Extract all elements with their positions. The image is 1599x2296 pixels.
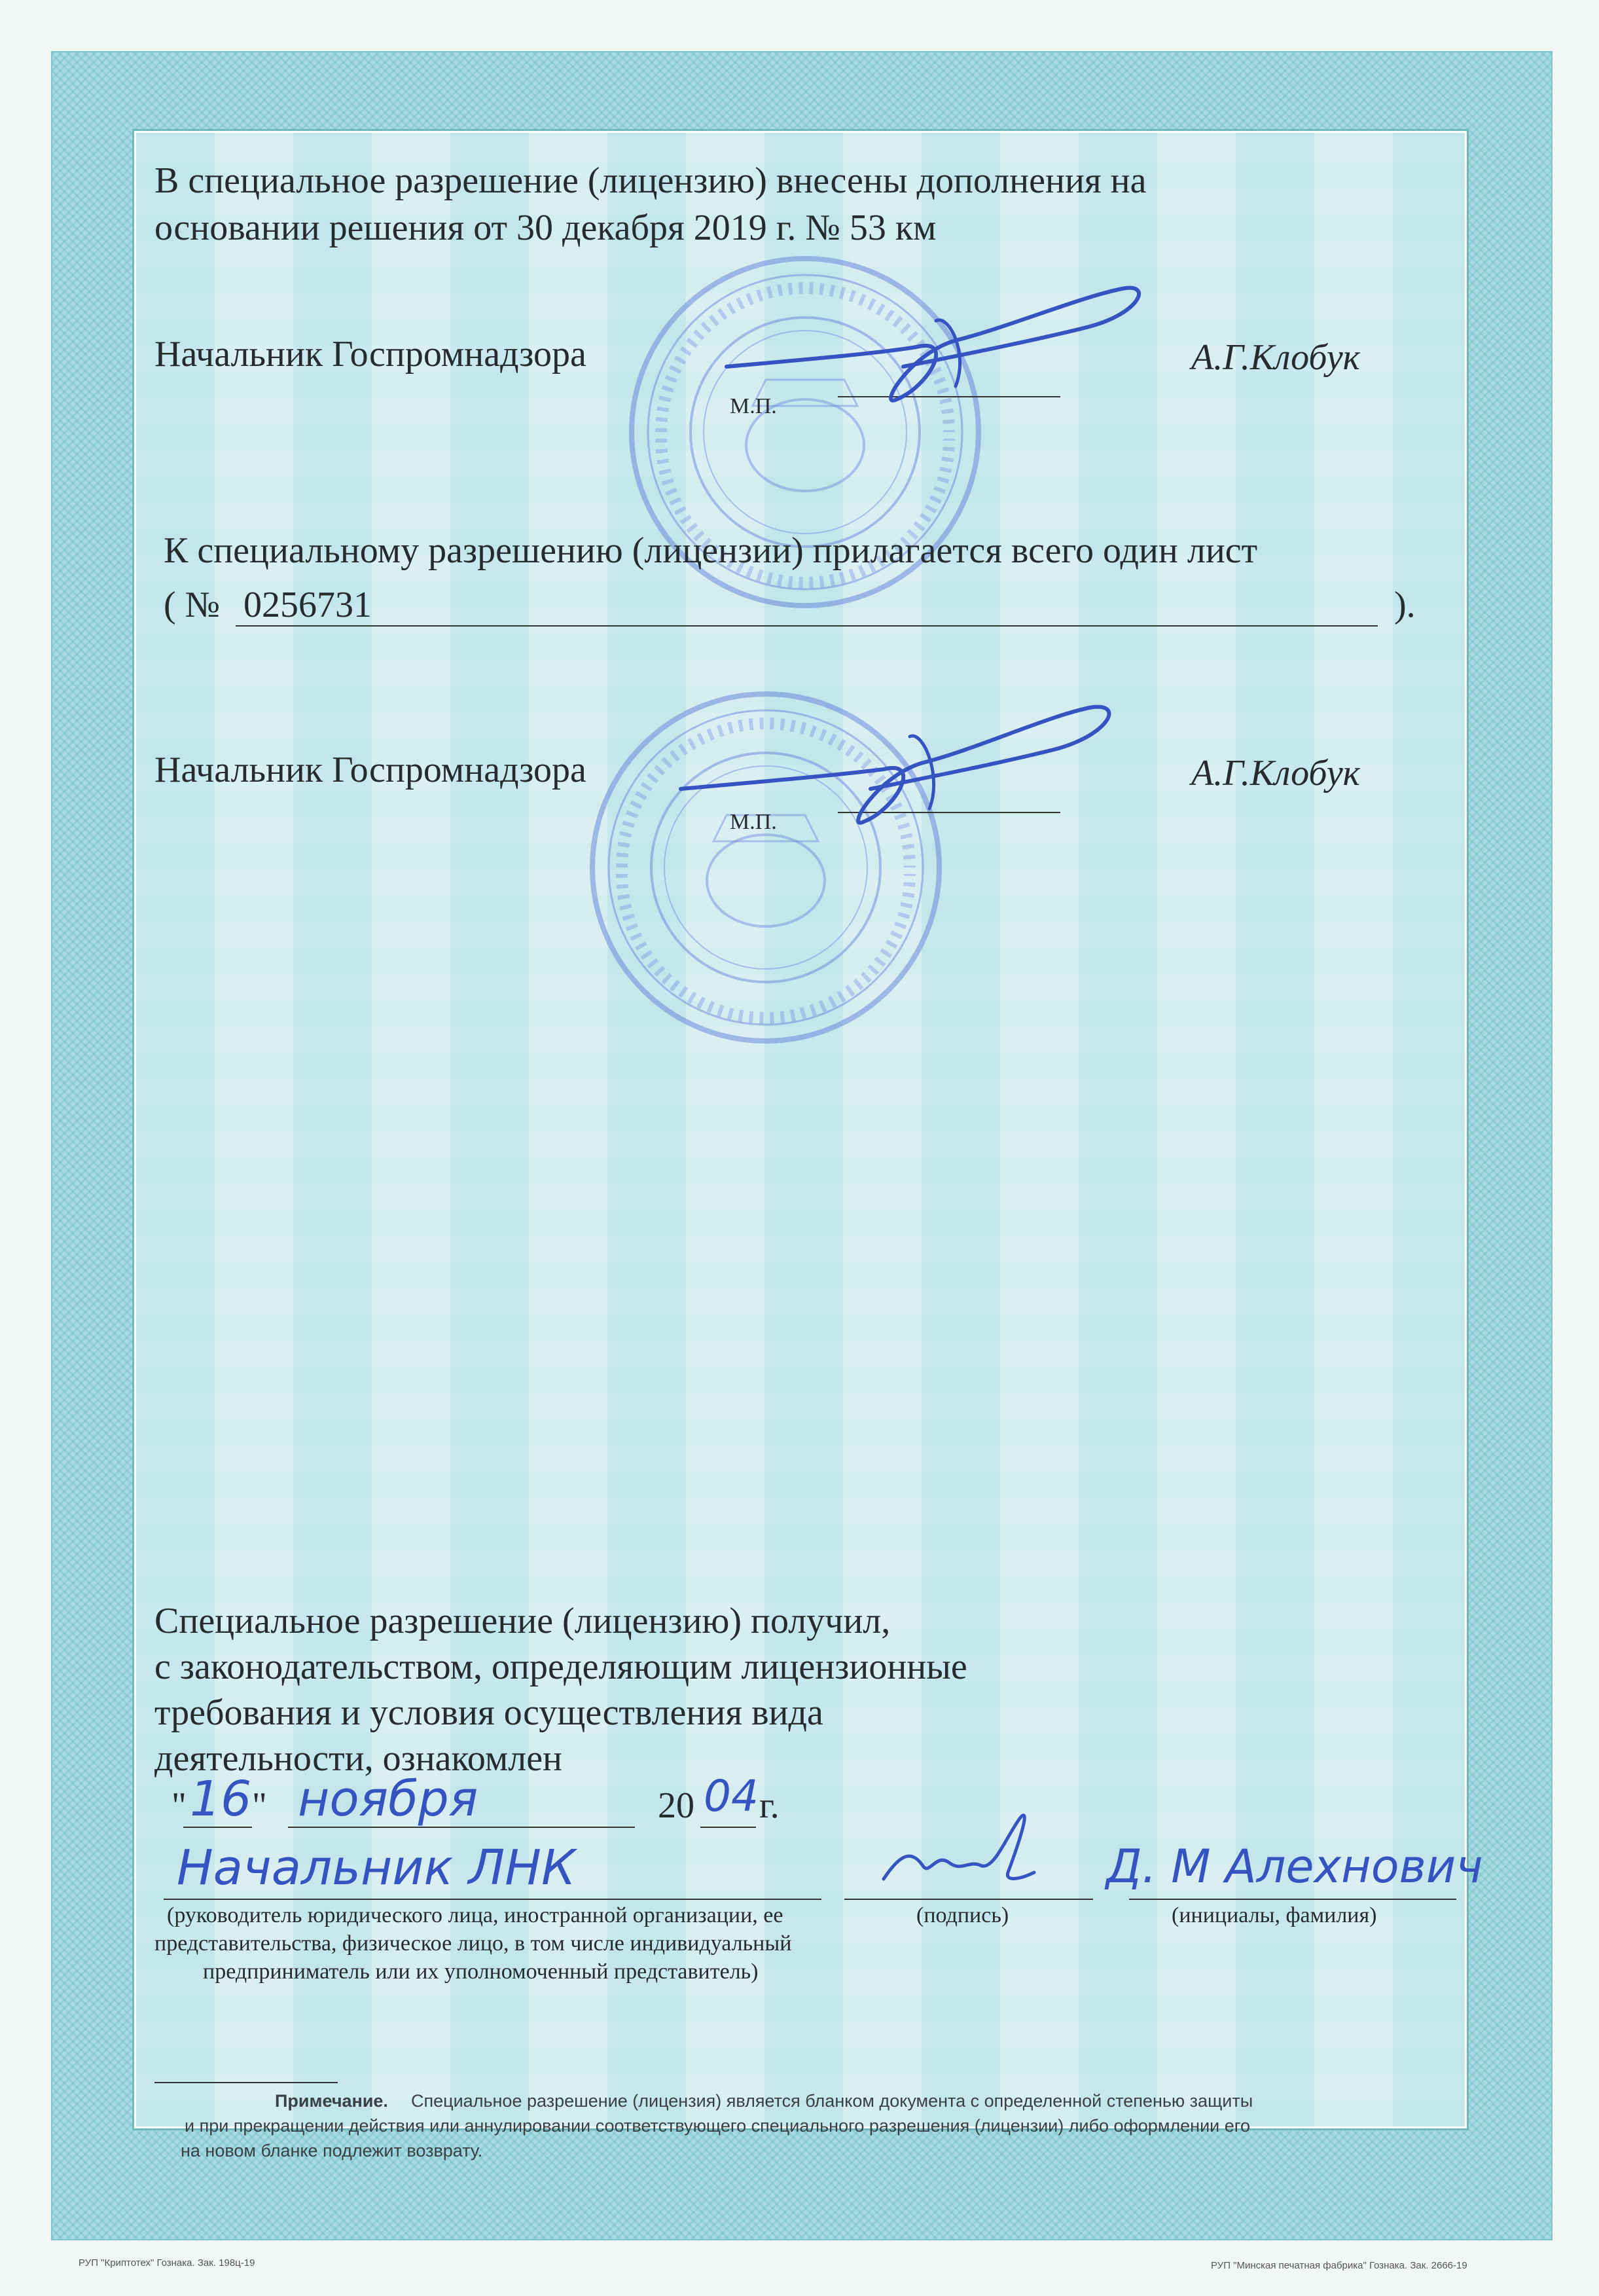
amendment-line-1: В специальное разрешение (лицензию) внесены дополнения на (154, 160, 1147, 201)
receipt-line-4: деятельности, ознакомлен (154, 1738, 563, 1779)
caption-position-line-3: предприниматель или их уполномоченный представитель) (203, 1959, 759, 1984)
caption-position-line-2: представительства, физическое лицо, в том числе индивидуальный (154, 1931, 792, 1956)
date-day-line (183, 1827, 252, 1828)
attachment-number-line (236, 625, 1378, 627)
note-line-2: и при прекращении действия или аннулировании соответствующего специального разрешения (лицензии) либо оформлении его (185, 2116, 1251, 2136)
recipient-position-handwritten: Начальник ЛНК (177, 1840, 576, 1896)
date-close-quote: " (252, 1785, 267, 1826)
footer-printer-left: РУП "Криптотех" Гознака. Зак. 198ц-19 (79, 2257, 255, 2269)
signatory-position-2: Начальник Госпромнадзора (154, 750, 586, 790)
date-year-prefix: 20 (658, 1785, 694, 1826)
note-line-1: Специальное разрешение (лицензия) является бланком документа с определенной степенью защиты (411, 2091, 1253, 2111)
attachment-number-close: ). (1394, 585, 1416, 625)
note-separator (154, 2082, 338, 2083)
caption-initials: (инициалы, фамилия) (1172, 1903, 1377, 1927)
amendment-line-2: основании решения от 30 декабря 2019 г. № 53 км (154, 208, 937, 248)
signatory-name-1: А.Г.Клобук (1191, 337, 1360, 378)
seal-place-label-1: М.П. (730, 394, 777, 418)
date-month-handwritten: ноября (298, 1771, 478, 1827)
receipt-line-2: с законодательством, определяющим лицензионные (154, 1647, 967, 1687)
footer-printer-right: РУП "Минская печатная фабрика" Гознака. Зак. 2666-19 (1211, 2260, 1467, 2271)
caption-position-line-1: (руководитель юридического лица, иностранной организации, ее (167, 1903, 783, 1927)
signatory-name-2: А.Г.Клобук (1191, 753, 1360, 793)
receipt-line-3: требования и условия осуществления вида (154, 1692, 823, 1733)
recipient-name-handwritten: Д. М Алехнович (1106, 1840, 1483, 1893)
date-year-line (700, 1827, 756, 1828)
date-year-handwritten: 04 (704, 1771, 759, 1821)
recipient-signature (877, 1807, 1047, 1899)
attachment-number-open: ( № (164, 585, 221, 625)
note-label: Примечание. (275, 2091, 388, 2111)
attachment-line-1: К специальному разрешению (лицензии) прилагается всего один лист (164, 530, 1258, 571)
date-year-unit: г. (759, 1785, 780, 1826)
signature-scribble-2 (674, 691, 1132, 848)
receipt-line-1: Специальное разрешение (лицензию) получил, (154, 1601, 891, 1641)
recipient-position-line (164, 1899, 821, 1900)
recipient-name-line (1129, 1899, 1456, 1900)
recipient-signature-line (844, 1899, 1093, 1900)
date-day-handwritten: 16 (190, 1771, 252, 1827)
date-open-quote: " (171, 1785, 187, 1826)
date-month-line (288, 1827, 635, 1828)
signature-scribble-1 (720, 275, 1152, 426)
caption-signature: (подпись) (916, 1903, 1009, 1927)
signatory-position-1: Начальник Госпромнадзора (154, 334, 586, 374)
attachment-sheet-number: 0256731 (243, 585, 372, 625)
seal-place-label-2: М.П. (730, 810, 777, 834)
note-line-3: на новом бланке подлежит возврату. (181, 2141, 483, 2160)
